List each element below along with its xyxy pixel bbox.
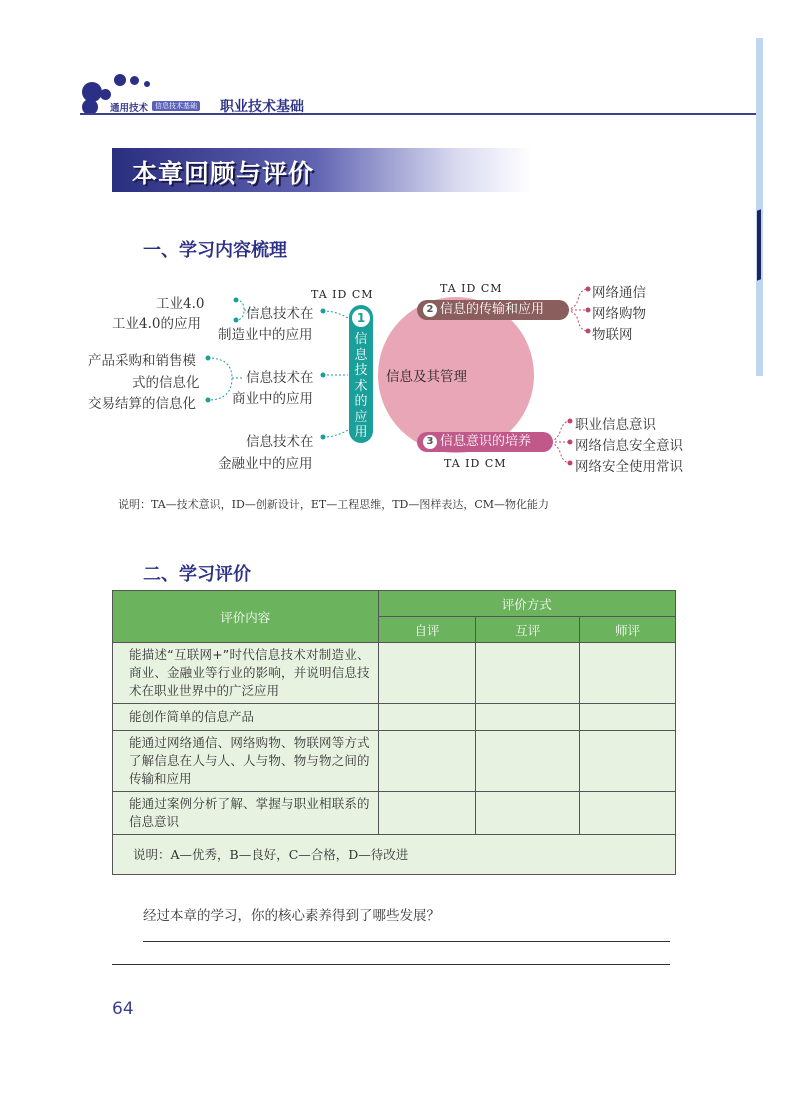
leaf-career-info-awareness: 职业信息意识 (575, 417, 656, 433)
row-criterion: 能通过案例分析了解、掌握与职业相联系的信息意识 (129, 796, 370, 829)
page-number: 64 (112, 999, 134, 1019)
header-book-name: 通用技术 (110, 103, 149, 114)
leaf-iot: 物联网 (592, 327, 633, 343)
teacher-eval-cell[interactable] (580, 792, 676, 835)
peer-eval-cell[interactable] (476, 792, 580, 835)
leaf-settlement: 交易结算的信息化 (88, 396, 196, 412)
section-title-content: 一、学习内容梳理 (143, 240, 287, 261)
leaf-procurement-line2: 式的信息化 (132, 375, 200, 391)
mindmap-center-label: 信息及其管理 (386, 369, 467, 385)
table-row (113, 731, 676, 792)
teacher-eval-cell[interactable] (580, 731, 676, 792)
leaf-industry40-app: 工业4.0的应用 (112, 316, 201, 332)
branch2-tags: TA ID CM (440, 282, 503, 295)
sub-finance-line1: 信息技术在 (246, 434, 314, 450)
answer-line[interactable] (112, 964, 670, 965)
self-eval-cell[interactable] (378, 704, 476, 731)
sub-commerce-line1: 信息技术在 (246, 370, 314, 386)
leaf-procurement-line1: 产品采购和销售模 (88, 353, 196, 369)
header-title: 职业技术基础 (220, 99, 304, 115)
table-row (113, 835, 676, 875)
peer-eval-cell[interactable] (476, 643, 580, 704)
answer-line[interactable] (143, 941, 670, 942)
sub-manufacturing-line1: 信息技术在 (246, 306, 314, 322)
branch3-pill (417, 432, 553, 452)
branch3-tags: TA ID CM (444, 457, 507, 470)
table-row (113, 792, 676, 835)
header-teacher-eval: 师评 (580, 617, 676, 643)
reflection-question: 经过本章的学习，你的核心素养得到了哪些发展？ (143, 908, 440, 924)
branch2-label: 信息的传输和应用 (440, 302, 545, 317)
table-row (113, 643, 676, 704)
row-criterion: 能描述“互联网+”时代信息技术对制造业、商业、金融业等行业的影响，并说明信息技术在职业世界中的广泛应用 (129, 647, 370, 698)
branch2-number: 2 (423, 303, 437, 317)
leaf-netsec-common-sense: 网络安全使用常识 (575, 459, 683, 475)
peer-eval-cell[interactable] (476, 704, 580, 731)
peer-eval-cell[interactable] (476, 731, 580, 792)
branch1-label: 信息技术的应用 (354, 332, 368, 440)
teacher-eval-cell[interactable] (580, 643, 676, 704)
header-eval-method: 评价方式 (378, 591, 675, 617)
header-peer-eval: 互评 (476, 617, 580, 643)
chapter-banner-title: 本章回顾与评价 (132, 159, 315, 188)
grading-note: 说明：A—优秀，B—良好，C—合格，D—待改进 (133, 846, 409, 862)
self-eval-cell[interactable] (378, 792, 476, 835)
header-badge: 信息技术基础 (152, 101, 200, 111)
leaf-netsec-awareness: 网络信息安全意识 (575, 438, 683, 454)
branch3-label: 信息意识的培养 (440, 434, 532, 449)
competency-note: 说明：TA—技术意识，ID—创新设计，ET—工程思维，TD—图样表达，CM—物化能力 (118, 498, 550, 511)
row-criterion: 能创作简单的信息产品 (129, 709, 255, 724)
branch1-number: 1 (352, 309, 370, 327)
sub-finance-line2: 金融业中的应用 (218, 456, 313, 472)
table-row (113, 704, 676, 731)
leaf-network-comm: 网络通信 (592, 285, 646, 301)
leaf-industry40: 工业4.0 (156, 296, 205, 312)
header-eval-content: 评价内容 (113, 591, 379, 643)
sub-commerce-line2: 商业中的应用 (232, 391, 313, 407)
branch3-number: 3 (423, 435, 437, 449)
leaf-online-shopping: 网络购物 (592, 306, 646, 322)
header-self-eval: 自评 (378, 617, 476, 643)
row-criterion: 能通过网络通信、网络购物、物联网等方式了解信息在人与人、人与物、物与物之间的传输和应用 (129, 735, 370, 786)
self-eval-cell[interactable] (378, 643, 476, 704)
evaluation-table (112, 590, 676, 875)
section-title-evaluation: 二、学习评价 (143, 564, 251, 585)
teacher-eval-cell[interactable] (580, 704, 676, 731)
branch1-tags: TA ID CM (311, 288, 374, 301)
branch2-pill (417, 300, 569, 320)
sub-manufacturing-line2: 制造业中的应用 (218, 327, 313, 343)
self-eval-cell[interactable] (378, 731, 476, 792)
